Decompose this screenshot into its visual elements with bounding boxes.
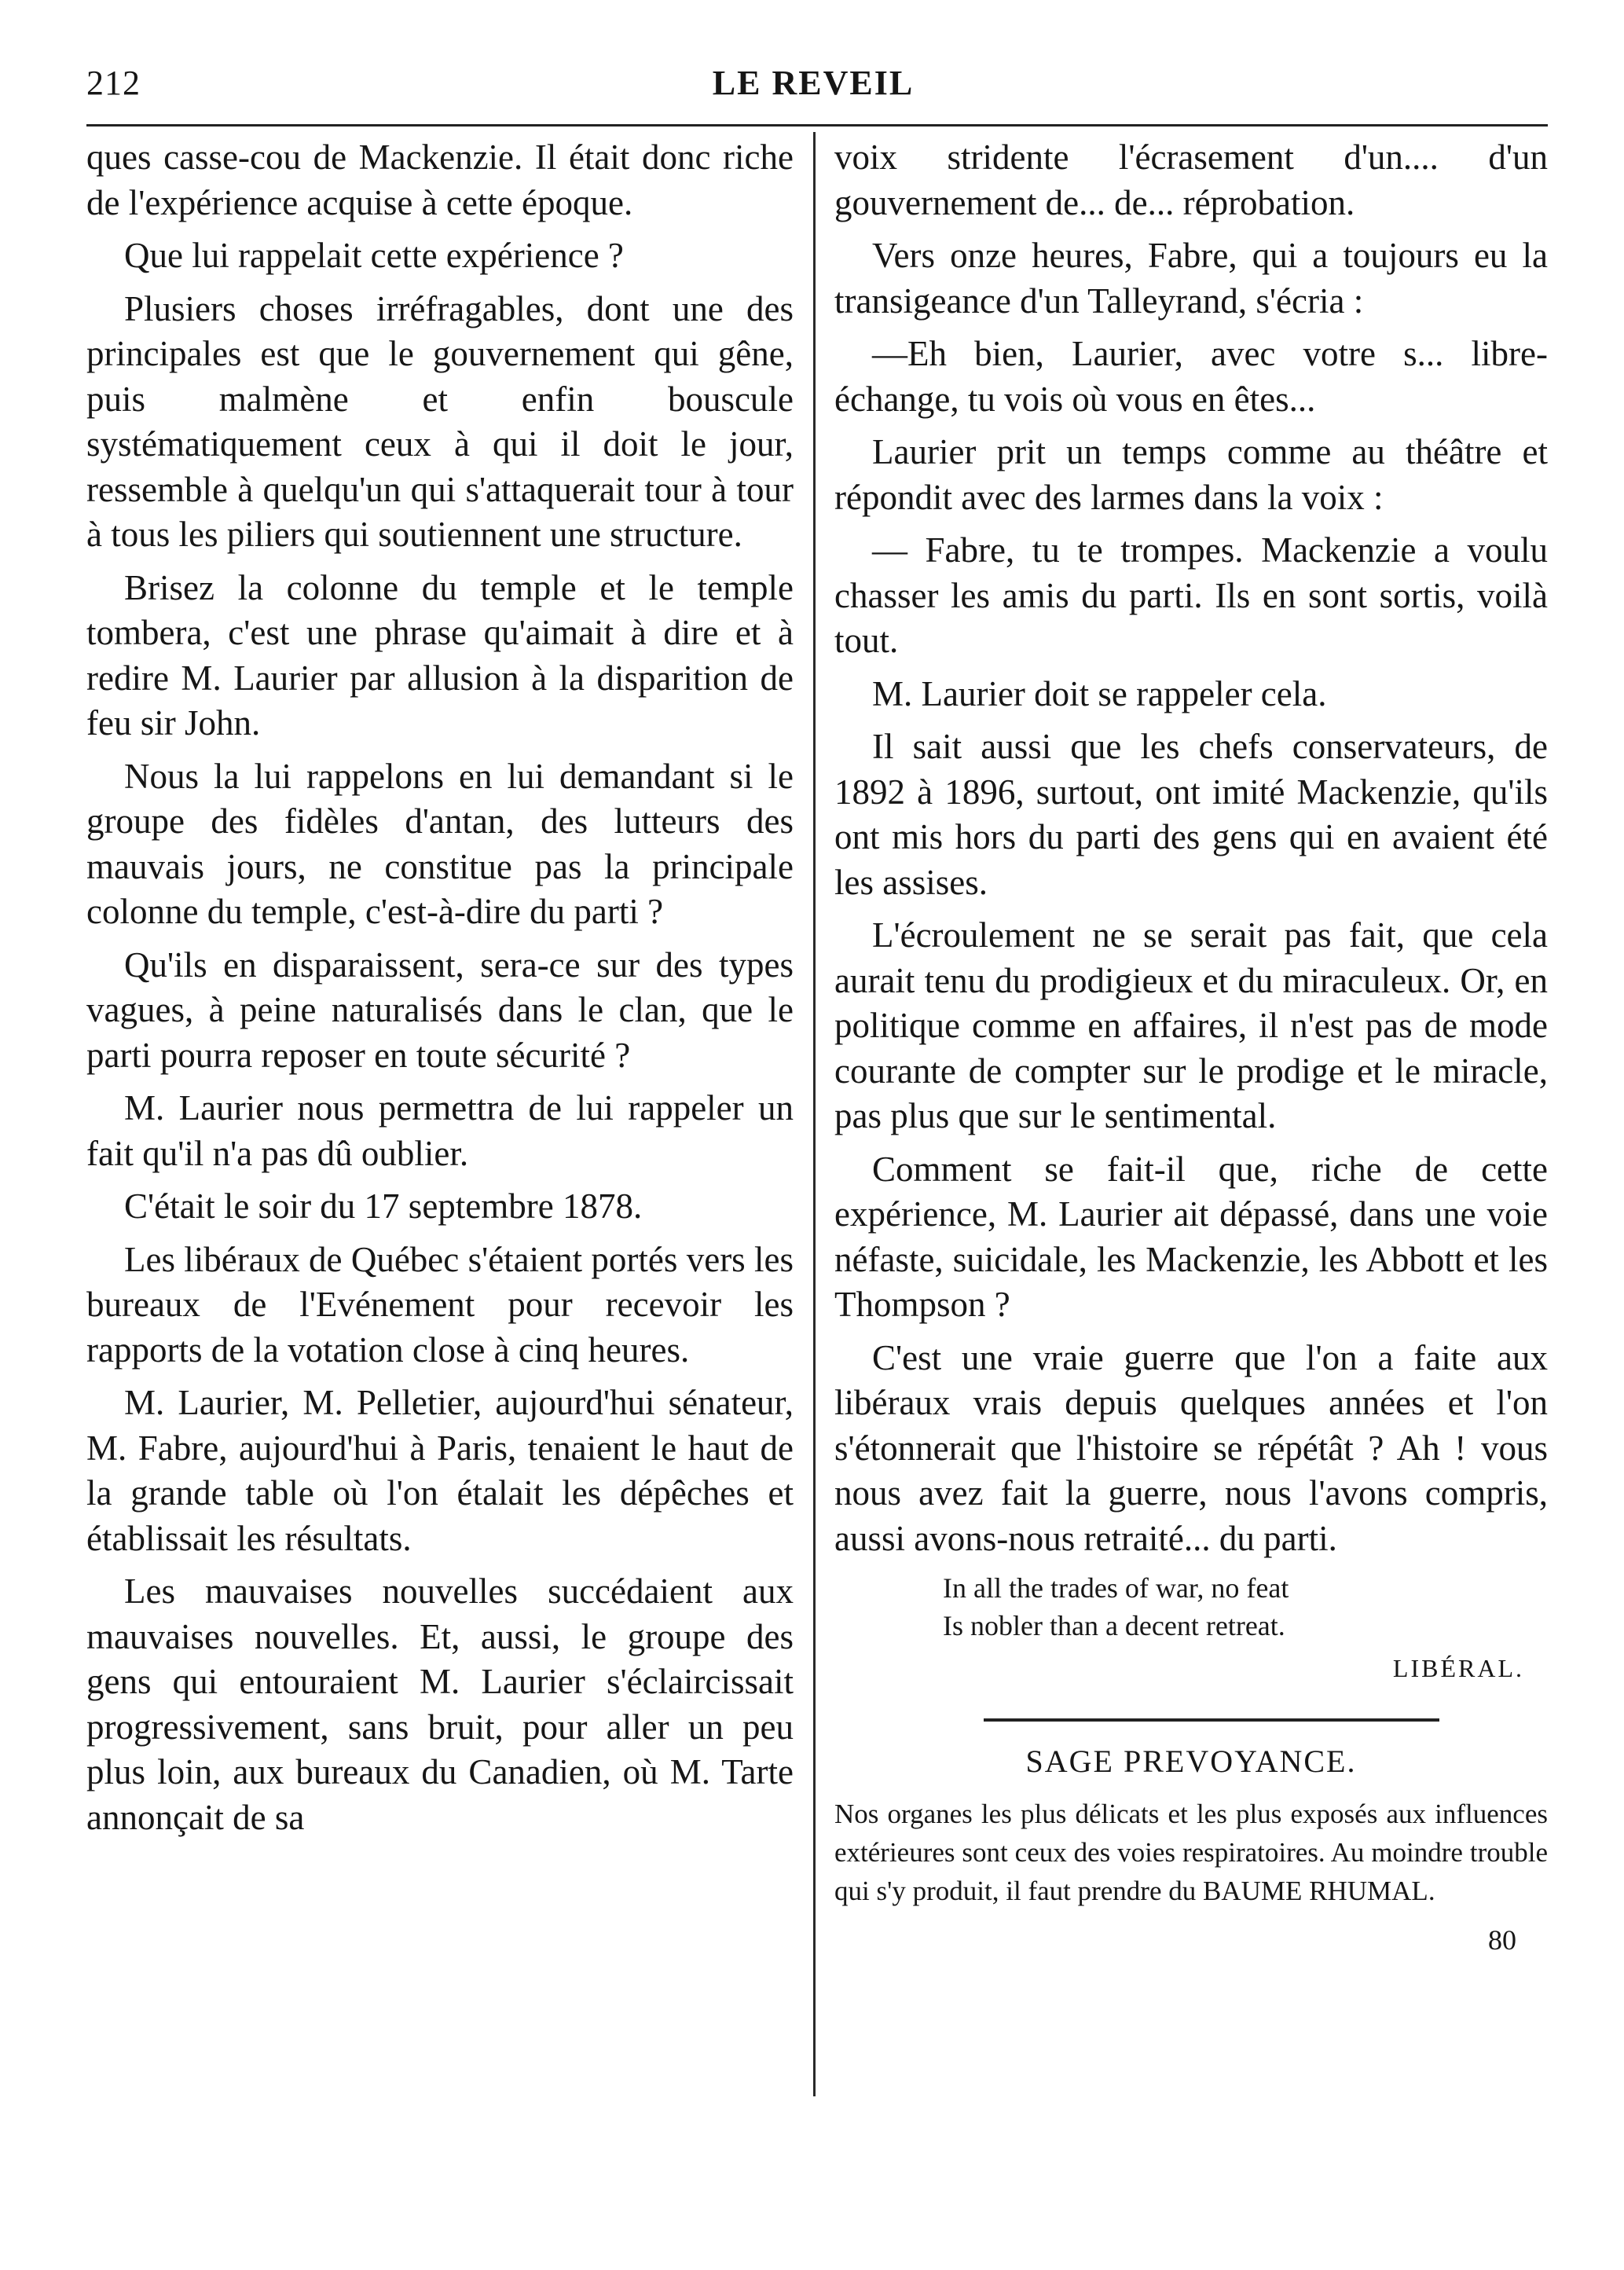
header-rule: [86, 124, 1548, 127]
paragraph: M. Laurier nous permettra de lui rappeler un fait qu'il n'a pas dû oublier.: [86, 1088, 794, 1173]
verse-line: Is nobler than a decent retreat.: [943, 1610, 1285, 1641]
paragraph: voix stridente l'écrasement d'un.... d'un gouvernement de... de... réprobation.: [834, 138, 1548, 222]
paragraph: C'était le soir du 17 septembre 1878.: [124, 1186, 643, 1226]
verse-line: In all the trades of war, no feat: [943, 1572, 1289, 1604]
paragraph: ques casse-cou de Mackenzie. Il était donc riche de l'expérience acquise à cette époque.: [86, 138, 794, 222]
paragraph: — Fabre, tu te trompes. Mackenzie a voulu chasser les amis du parti. Ils en sont sortis, voilà tout.: [834, 530, 1548, 660]
notice-body: Nos organes les plus délicats et les plus exposés aux influences extérieures sont ceux des voies respiratoires. Au moindre trouble qui s'y produit, il faut prendre du BAUME RHUMAL.: [834, 1799, 1548, 1906]
section-rule: [984, 1718, 1439, 1722]
running-title: LE REVEIL: [712, 64, 915, 102]
notice-number: 80: [1488, 1924, 1516, 1956]
paragraph: Vers onze heures, Fabre, qui a toujours eu la transigeance d'un Talleyrand, s'écria :: [834, 236, 1548, 321]
notice-title: SAGE PREVOYANCE.: [1025, 1743, 1357, 1779]
paragraph: Brisez la colonne du temple et le temple tombera, c'est une phrase qu'aimait à dire et à redire M. Laurier par allusion à la disparition de feu sir John.: [86, 567, 794, 743]
paragraph: —Eh bien, Laurier, avec votre s... libre-échange, tu vois où vous en êtes...: [834, 334, 1548, 419]
paragraph: M. Laurier doit se rappeler cela.: [872, 673, 1327, 713]
paragraph: C'est une vraie guerre que l'on a faite aux libéraux vrais depuis quelques années et l'on s'étonnerait que l'histoire se répétât ? Ah ! vous nous avez fait la guerre, nous l'avons compris, aussi avons-nous retraité... du parti.: [834, 1337, 1548, 1558]
paragraph: Plusiers choses irréfragables, dont une des principales est que le gouvernement qui gêne, puis malmène et enfin bouscule systématiquement ceux à qui il doit le jour, ressemble à quelqu'un qui s'attaquerait tour à tour à tous les piliers qui soutiennent une structure.: [86, 288, 794, 554]
paragraph: Laurier prit un temps comme au théâtre et répondit avec des larmes dans la voix :: [834, 432, 1548, 517]
paragraph: Les libéraux de Québec s'étaient portés vers les bureaux de l'Evénement pour recevoir les rapports de la votation close à cinq heures.: [86, 1239, 794, 1370]
paragraph: M. Laurier, M. Pelletier, aujourd'hui sénateur, M. Fabre, aujourd'hui à Paris, tenaient le haut de la grande table où l'on étalait les dépêches et établissait les résultats.: [86, 1383, 794, 1558]
paragraph: Les mauvaises nouvelles succédaient aux mauvaises nouvelles. Et, aussi, le groupe des gens qui entouraient M. Laurier s'éclaircissait progressivement, sans bruit, pour aller un peu plus loin, aux bureaux du Canadien, où M. Tarte annonçait de sa: [86, 1571, 794, 1837]
paragraph: L'écroulement ne se serait pas fait, que cela aurait tenu du prodigieux et du miraculeux. Or, en politique comme en affaires, il n'est pas de mode courante de compter sur le prodige et le miracle, pas plus que sur le sentimental.: [834, 915, 1548, 1135]
paragraph: Comment se fait-il que, riche de cette expérience, M. Laurier ait dépassé, dans une voie néfaste, suicidale, les Mackenzie, les Abbott et les Thompson ?: [834, 1149, 1548, 1324]
paragraph: Il sait aussi que les chefs conservateurs, de 1892 à 1896, surtout, ont imité Mackenzie, qu'ils ont mis hors du parti des gens qui en avaient été les assises.: [834, 727, 1548, 902]
paragraph: Qu'ils en disparaissent, sera-ce sur des types vagues, à peine naturalisés dans le clan, que le parti pourra reposer en toute sécurité ?: [86, 944, 794, 1075]
page-header: [86, 63, 1540, 110]
left-column: [86, 135, 794, 1848]
column-divider: [813, 132, 816, 2096]
right-column: [834, 135, 1548, 1964]
paragraph: Que lui rappelait cette expérience ?: [124, 236, 624, 275]
paragraph: Nous la lui rappelons en lui demandant si le groupe des fidèles d'antan, des lutteurs des mauvais jours, ne constitue pas la principale colonne du temple, c'est-à-dire du parti ?: [86, 756, 794, 931]
author-signature: LIBÉRAL.: [1392, 1654, 1524, 1682]
verse-quote: [834, 1569, 1548, 1645]
page-number: 212: [86, 64, 141, 102]
